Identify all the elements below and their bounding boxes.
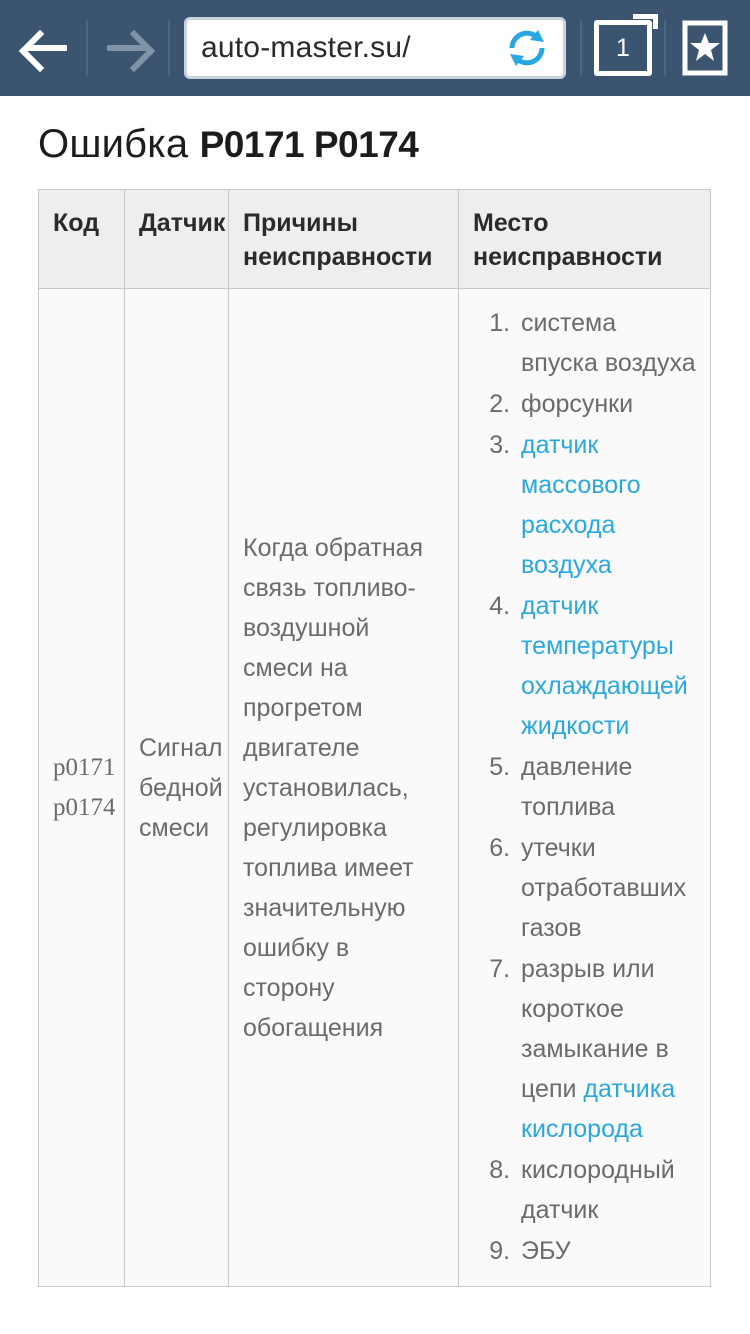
arrow-left-icon	[25, 45, 67, 51]
page-title-prefix: Ошибка	[38, 122, 200, 166]
browser-toolbar	[0, 0, 750, 96]
tabs-icon	[594, 20, 652, 76]
table-row	[39, 289, 711, 1287]
list-item	[517, 425, 698, 585]
toolbar-divider	[664, 20, 666, 76]
arrow-right-icon	[107, 45, 149, 51]
page-title	[38, 122, 712, 167]
dtc-table	[38, 189, 711, 1287]
cell-place	[459, 289, 711, 1287]
column-header-causes: Причины неисправности	[229, 190, 459, 289]
reload-icon[interactable]	[505, 26, 549, 70]
link-maf-sensor[interactable]: датчик массового расхода воздуха	[521, 431, 641, 579]
cell-code	[39, 289, 125, 1287]
back-button[interactable]	[14, 16, 78, 80]
fault-location-list	[473, 303, 698, 1271]
cell-causes: Когда обратная связь топливо-воздушной смеси на прогретом двигателе установилась, регулировка топлива имеет значительную ошибку в сторону обогащения	[229, 289, 459, 1287]
list-item: 9. ЭБУ	[517, 1231, 698, 1271]
link-coolant-temp-sensor[interactable]: датчик температуры охлаждающей жидкости	[521, 592, 688, 740]
column-header-sensor: Датчик	[125, 190, 229, 289]
url-text[interactable]: auto-master.su/	[201, 31, 411, 64]
toolbar-divider	[86, 20, 88, 76]
page-content	[0, 122, 750, 1287]
list-item	[517, 586, 698, 746]
table-header	[39, 190, 711, 289]
table-header-row	[39, 190, 711, 289]
cell-sensor: Сигнал бедной смеси	[125, 289, 229, 1287]
list-item: 5. давление топлива	[517, 747, 698, 827]
link-oxygen-sensor[interactable]: датчика кислорода	[521, 1075, 676, 1143]
tabs-count: 1	[616, 33, 630, 62]
tabs-button[interactable]	[590, 15, 656, 81]
list-item	[517, 949, 698, 1149]
bookmark-button[interactable]	[674, 15, 736, 81]
page-title-codes: P0171 P0174	[199, 124, 419, 165]
bookmark-star-icon	[682, 20, 728, 76]
list-item: 2. форсунки	[517, 384, 698, 424]
address-bar[interactable]	[184, 17, 566, 79]
list-item-text: разрыв или короткое замыкание в цепи	[521, 955, 669, 1103]
forward-button[interactable]	[96, 16, 160, 80]
list-item: 8. кислородный датчик	[517, 1150, 698, 1230]
column-header-place: Место неисправности	[459, 190, 711, 289]
list-item: 6. утечки отработавших газов	[517, 828, 698, 948]
list-item: 1. система впуска воздуха	[517, 303, 698, 383]
toolbar-divider	[168, 20, 170, 76]
column-header-code: Код	[39, 190, 125, 289]
table-body	[39, 289, 711, 1287]
code-line-1: p0171	[53, 753, 116, 781]
code-line-2: p0174	[53, 793, 116, 821]
toolbar-divider	[580, 20, 582, 76]
